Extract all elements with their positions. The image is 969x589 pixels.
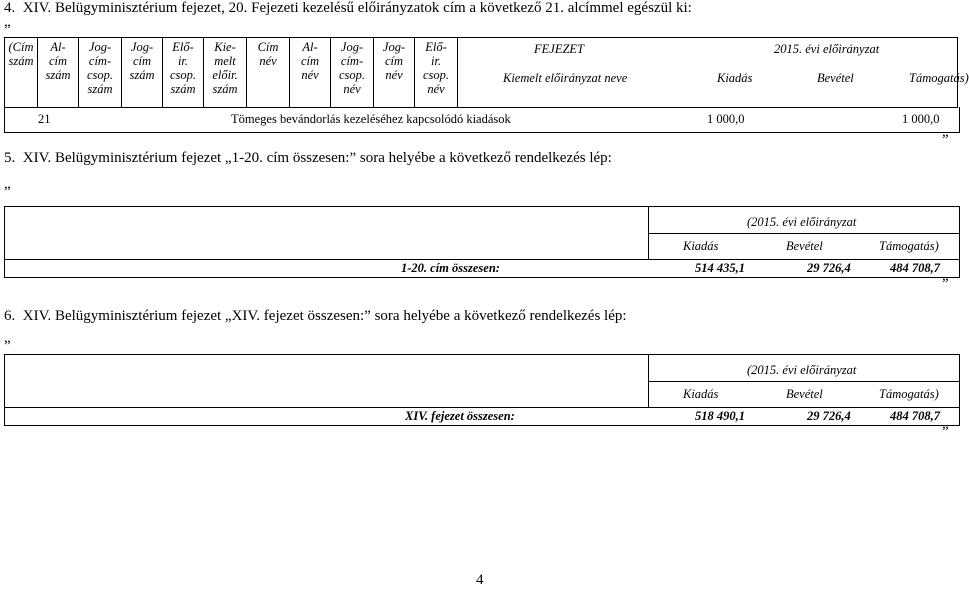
summary-box-fejezet — [4, 354, 960, 426]
column-header-7 — [247, 38, 290, 108]
column-header-line: Jog- — [340, 40, 364, 54]
opening-quote-2: „ — [4, 176, 11, 192]
column-header-line: csop. — [86, 68, 114, 82]
column-header-line: név — [301, 68, 319, 82]
column-header-line: előir. — [212, 68, 238, 82]
kiemelt-label: Kiemelt előirányzat neve — [503, 71, 628, 85]
column-header-line: cím — [300, 54, 320, 68]
summary-box-cim — [4, 206, 960, 278]
column-header-line: csop. — [338, 68, 366, 82]
fejezet-label: FEJEZET — [534, 42, 584, 56]
box1-label: 1-20. cím összesen: — [401, 261, 500, 275]
paragraph-6: 6. XIV. Belügyminisztérium fejezet „XIV. fejezet összesen:” sora helyébe a következő rendelkezés lép: — [4, 308, 627, 324]
alcim-number: 21 — [38, 112, 51, 126]
box2-label: XIV. fejezet összesen: — [405, 409, 515, 423]
column-header-line: Jog- — [130, 40, 154, 54]
budget-table-header — [4, 37, 969, 108]
column-header-line: ir. — [430, 54, 442, 68]
box2-tamogatas: Támogatás) — [879, 387, 939, 401]
column-header-line: Al- — [302, 40, 318, 54]
row-name: Tömeges bevándorlás kezeléséhez kapcsolódó kiadások — [231, 112, 511, 126]
box1-tamogatas-value: 484 708,7 — [890, 261, 940, 275]
column-header-line: cím- — [340, 54, 364, 68]
box1-tamogatas: Támogatás) — [879, 239, 939, 253]
closing-quote-1: ” — [942, 132, 949, 148]
box1-kiadas-value: 514 435,1 — [695, 261, 745, 275]
column-header-line: Cím — [257, 40, 279, 54]
box2-kiadas: Kiadás — [683, 387, 719, 401]
column-header-line: cím — [48, 54, 68, 68]
column-header-1 — [5, 38, 38, 108]
paragraph-4: 4. XIV. Belügyminisztérium fejezet, 20. Fejezeti kezelésű előirányzatok cím a következő 21. alcímmel egészül ki: — [4, 0, 692, 16]
column-header-11 — [415, 38, 458, 108]
column-header-line: (Cím — [8, 40, 34, 54]
box2-bevetel-value: 29 726,4 — [807, 409, 851, 423]
column-header-10 — [374, 38, 415, 108]
column-header-8 — [290, 38, 331, 108]
paragraph-5: 5. XIV. Belügyminisztérium fejezet „1-20. cím összesen:” sora helyébe a következő rendelkezés lép: — [4, 150, 612, 166]
column-header-line: Al- — [50, 40, 66, 54]
column-header-line: cím- — [88, 54, 112, 68]
box1-bevetel-value: 29 726,4 — [807, 261, 851, 275]
kiadas-label: Kiadás — [717, 71, 753, 85]
column-header-9 — [331, 38, 374, 108]
page-number: 4 — [476, 572, 484, 588]
box2-bevetel: Bevétel — [786, 387, 823, 401]
box1-kiadas: Kiadás — [683, 239, 719, 253]
column-header-line: szám — [45, 68, 71, 82]
column-header-2 — [38, 38, 79, 108]
column-header-line: név — [427, 82, 445, 96]
column-header-line: Jog- — [382, 40, 406, 54]
column-header-line: név — [259, 54, 277, 68]
box1-year-label: (2015. évi előirányzat — [747, 215, 857, 229]
closing-quote-2: ” — [942, 276, 949, 292]
row-kiadas: 1 000,0 — [707, 112, 745, 126]
box1-bevetel: Bevétel — [786, 239, 823, 253]
column-header-line: csop. — [169, 68, 197, 82]
column-header-line: név — [343, 82, 361, 96]
column-header-line: Elő- — [172, 40, 194, 54]
column-header-line: Kie- — [214, 40, 236, 54]
row-tamogatas: 1 000,0 — [902, 112, 940, 126]
box2-year-label: (2015. évi előirányzat — [747, 363, 857, 377]
bevetel-label: Bevétel — [817, 71, 854, 85]
column-header-line: szám — [87, 82, 113, 96]
box2-tamogatas-value: 484 708,7 — [890, 409, 940, 423]
column-header-line: Elő- — [425, 40, 447, 54]
column-header-6 — [204, 38, 247, 108]
column-header-4 — [122, 38, 163, 108]
column-header-line: cím — [132, 54, 152, 68]
column-header-line: név — [385, 68, 403, 82]
tamogatas-label: Támogatás) — [909, 71, 969, 85]
column-header-line: ir. — [177, 54, 189, 68]
column-header-line: Jog- — [88, 40, 112, 54]
fejezet-header-cell — [458, 38, 969, 108]
opening-quote-3: „ — [4, 330, 11, 346]
opening-quote: „ — [4, 14, 11, 30]
column-header-line: cím — [384, 54, 404, 68]
year-label: 2015. évi előirányzat — [774, 42, 880, 56]
budget-table-row-21 — [4, 107, 960, 133]
column-header-line: szám — [212, 82, 238, 96]
column-header-line: szám — [170, 82, 196, 96]
closing-quote-3: ” — [942, 424, 949, 440]
column-header-line: csop. — [422, 68, 450, 82]
column-header-line: szám — [129, 68, 155, 82]
column-header-line: melt — [214, 54, 236, 68]
box2-kiadas-value: 518 490,1 — [695, 409, 745, 423]
column-header-line: szám — [8, 54, 34, 68]
column-header-5 — [163, 38, 204, 108]
column-header-3 — [79, 38, 122, 108]
